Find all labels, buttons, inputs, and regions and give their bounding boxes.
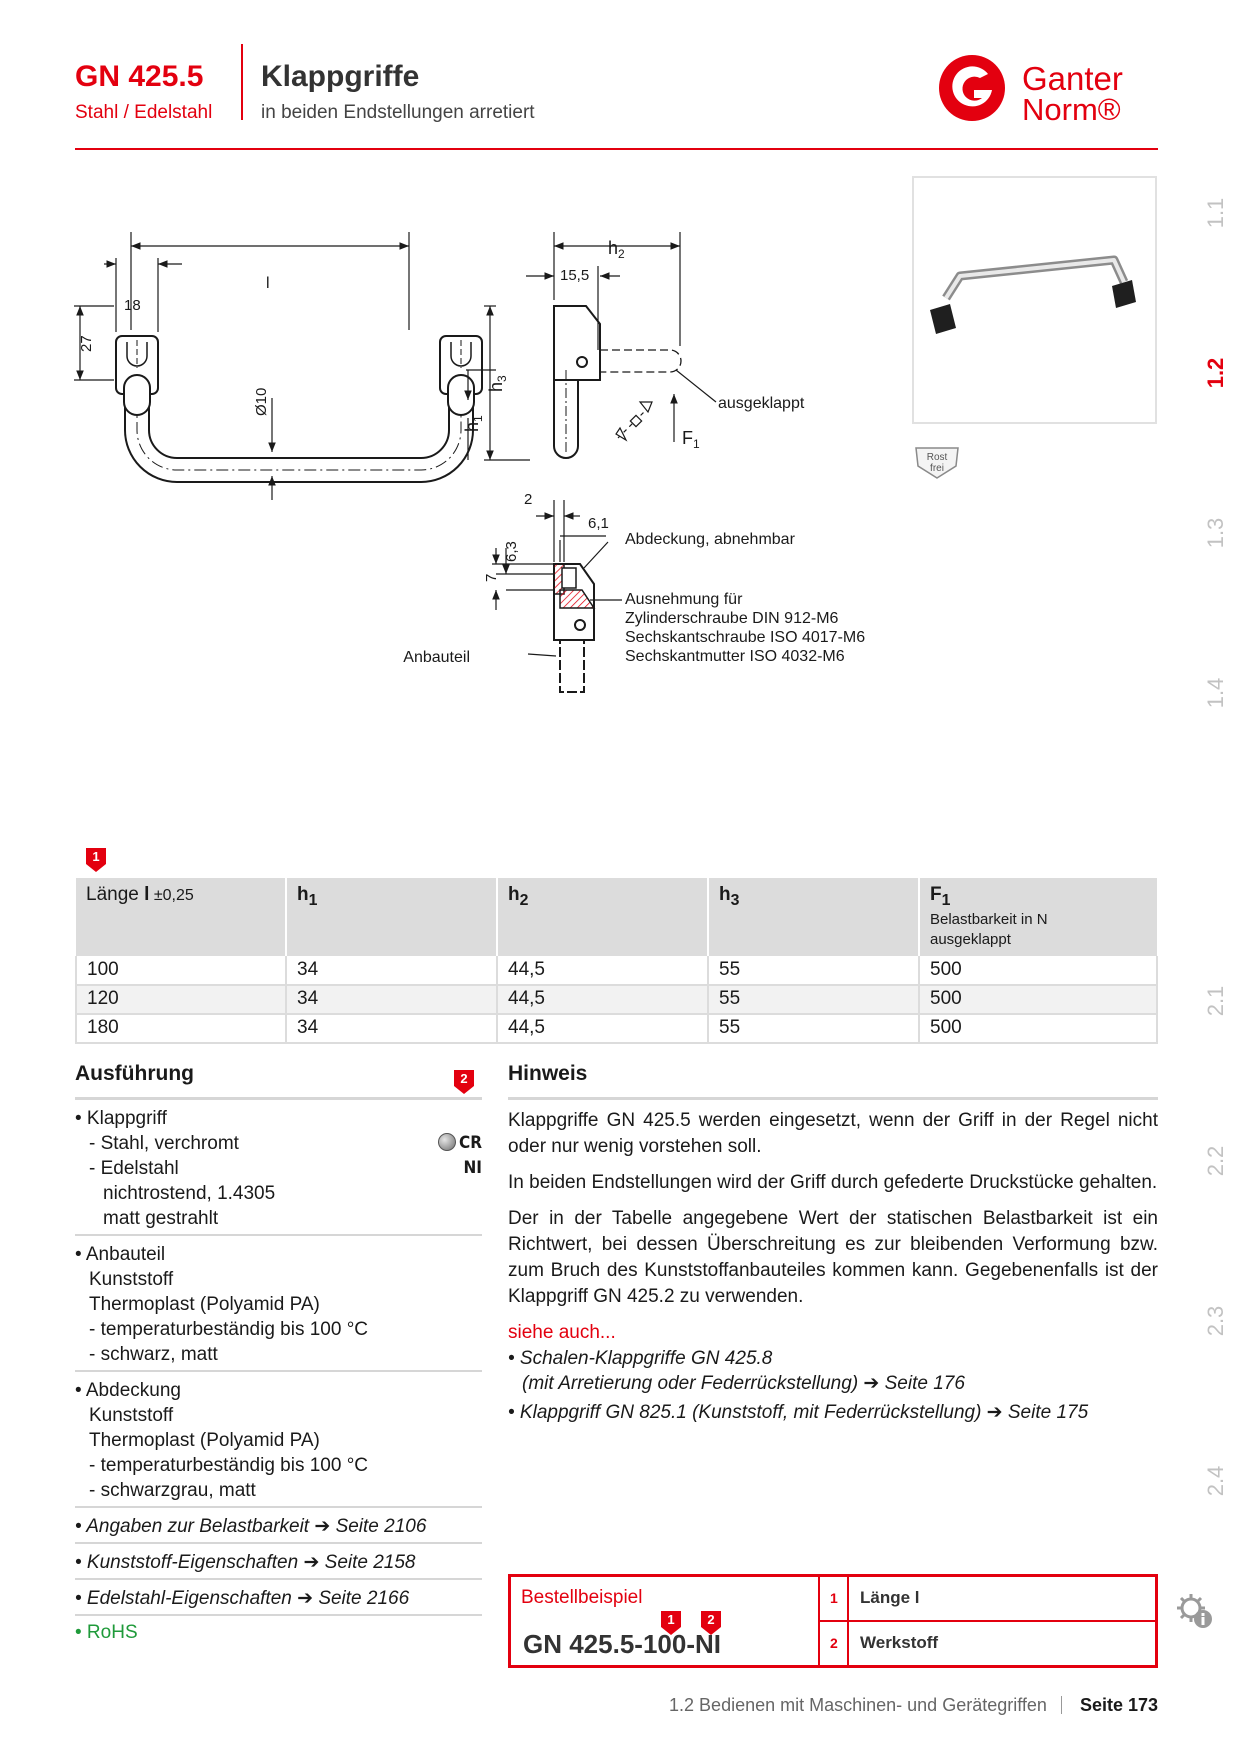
rostfrei-badge-icon <box>912 444 962 480</box>
footer-separator <box>1061 1696 1062 1714</box>
dim-18: 18 <box>124 297 141 314</box>
side-tab-2-3[interactable]: 2.3 <box>1203 1305 1228 1337</box>
detail-view <box>554 564 594 692</box>
cell-h3: 55 <box>708 956 919 985</box>
cell-h1: 34 <box>286 985 497 1014</box>
dim-7: 7 <box>483 573 500 582</box>
order-example-box <box>508 1574 1158 1668</box>
label-sechskantschraube: Sechskantschraube ISO 4017-M6 <box>625 629 866 646</box>
product-photo <box>912 176 1157 424</box>
link-edelstahl[interactable]: • Edelstahl-Eigenschaften ➔ Seite 2166 <box>75 1580 482 1616</box>
exec-item: matt gestrahlt <box>103 1208 219 1229</box>
cell-h3: 55 <box>708 985 919 1014</box>
frei-text: frei <box>930 463 944 474</box>
exec-item: • Klappgriff <box>75 1108 167 1129</box>
cell-f1: 500 <box>919 956 1157 985</box>
exec-item: • Abdeckung <box>75 1380 181 1401</box>
dim-h1: $h_1$ <box>462 415 485 432</box>
exec-item: - temperaturbeständig bis 100 °C <box>89 1455 369 1476</box>
cell-length: 180 <box>76 1014 286 1043</box>
side-tab-1-4[interactable]: 1.4 <box>1203 677 1228 709</box>
exec-item: - schwarz, matt <box>89 1344 218 1365</box>
rohs-label: • RoHS <box>75 1622 138 1643</box>
product-code: GN 425.5 <box>75 60 204 93</box>
table-row <box>76 985 1157 1014</box>
hinweis-paragraph-2: In beiden Endstellungen wird der Griff durch gefederte Druckstücke gehalten. <box>508 1172 1158 1193</box>
chrome-swatch-icon <box>438 1133 456 1151</box>
hinweis-paragraph-1: Klappgriffe GN 425.5 werden eingesetzt, wenn der Griff in der Regel nicht oder nur wenig vorstehen soll. <box>508 1110 1158 1157</box>
exec-group-klappgriff <box>75 1100 482 1236</box>
cell-length: 100 <box>76 956 286 985</box>
order-example-code: GN 425.5-100-NI <box>523 1629 721 1659</box>
settings-info-icon[interactable] <box>1174 1590 1214 1630</box>
exec-group-abdeckung <box>75 1372 482 1508</box>
cell-f1: 500 <box>919 1014 1157 1043</box>
exec-item: nichtrostend, 1.4305 <box>103 1183 276 1204</box>
order-example-title: Bestellbeispiel <box>521 1587 643 1608</box>
exec-item-edelstahl: - Edelstahl NI <box>89 1158 482 1179</box>
product-material: Stahl / Edelstahl <box>75 102 213 123</box>
code-ni: NI <box>463 1158 482 1178</box>
page-footer <box>75 1695 1158 1716</box>
order-marker-2: 2 <box>701 1611 721 1633</box>
hinweis-title: Hinweis <box>508 1062 1158 1100</box>
hinweis-section <box>508 1062 1158 1425</box>
folding-handle-image <box>914 178 1155 422</box>
header-rule <box>75 148 1158 150</box>
dim-f1: $F_1$ <box>682 428 700 451</box>
col-header-h3: $h_3$ <box>708 878 919 956</box>
dim-15-5: 15,5 <box>560 267 590 284</box>
logo-word-norm: Norm® <box>1022 92 1121 127</box>
link-belastbarkeit[interactable]: • Angaben zur Belastbarkeit ➔ Seite 2106 <box>75 1508 482 1544</box>
cell-length: 120 <box>76 985 286 1014</box>
ausfuehrung-section <box>75 1062 482 1644</box>
ausfuehrung-title: Ausführung 2 <box>75 1062 482 1100</box>
side-tab-1-2[interactable]: 1.2 <box>1203 357 1228 389</box>
side-tab-2-4[interactable]: 2.4 <box>1203 1465 1228 1497</box>
table-row <box>76 1014 1157 1043</box>
siehe-auch-label: siehe auch... <box>508 1322 616 1343</box>
cell-h3: 55 <box>708 1014 919 1043</box>
order-row-material: 2 Werkstoff <box>820 1622 1155 1665</box>
cell-h1: 34 <box>286 1014 497 1043</box>
label-anbauteil: Anbauteil <box>403 649 470 666</box>
dimensions-table <box>75 878 1158 1044</box>
ref-klappgriff-gn825[interactable]: • Klappgriff GN 825.1 (Kunststoff, mit Federrückstellung) ➔ Seite 175 <box>508 1402 1089 1423</box>
cell-h2: 44,5 <box>497 956 708 985</box>
front-view <box>116 336 482 470</box>
order-marker-1: 1 <box>661 1611 681 1633</box>
ref-schalen-klappgriffe[interactable]: • Schalen-Klappgriffe GN 425.8 (mit Arretierung oder Federrückstellung) ➔ Seite 176 <box>508 1348 965 1394</box>
footer-page-number: Seite 173 <box>1079 1695 1158 1715</box>
side-tab-2-2[interactable]: 2.2 <box>1203 1145 1228 1177</box>
label-zylinderschraube: Zylinderschraube DIN 912-M6 <box>625 610 839 627</box>
table-header-row <box>76 878 1157 956</box>
dim-h3: $h_3$ <box>486 375 509 392</box>
link-kunststoff[interactable]: • Kunststoff-Eigenschaften ➔ Seite 2158 <box>75 1544 482 1580</box>
table-row <box>76 956 1157 985</box>
dim-6-1: 6,1 <box>588 515 609 532</box>
footer-chapter: 1.2 Bedienen mit Maschinen- und Gerätegriffen <box>669 1695 1047 1715</box>
page-header <box>75 44 1158 149</box>
cell-f1: 500 <box>919 985 1157 1014</box>
exec-item: - schwarzgrau, matt <box>89 1480 256 1501</box>
dim-2: 2 <box>524 491 533 508</box>
dim-h2: $h_2$ <box>608 238 625 261</box>
label-ausnehmung: Ausnehmung für <box>625 591 743 608</box>
ganter-norm-logo <box>936 52 1158 127</box>
cell-h2: 44,5 <box>497 1014 708 1043</box>
dim-diameter-10: Ø10 <box>253 387 270 416</box>
label-ausgeklappt: ausgeklappt <box>718 395 805 412</box>
page-title: Klappgriffe <box>261 60 420 93</box>
exec-item: • Anbauteil <box>75 1244 166 1265</box>
exec-item: Thermoplast (Polyamid PA) <box>89 1294 320 1315</box>
rost-text: Rost <box>926 452 948 463</box>
side-tab-2-1[interactable]: 2.1 <box>1203 985 1228 1017</box>
marker-2-badge: 2 <box>454 1070 474 1092</box>
dim-6-3: 6,3 <box>503 541 520 562</box>
ganter-logo-icon <box>936 52 1008 124</box>
cell-h1: 34 <box>286 956 497 985</box>
col-header-h1: $h_1$ <box>286 878 497 956</box>
hinweis-paragraph-3: Der in der Tabelle angegebene Wert der statischen Belastbarkeit ist ein Richtwert, bei dessen Überschreitung es zur bleibenden Verformung bzw. zum Bruch des Kunststoffanbauteiles kommen kann. Gegebenenfalls ist der Klappgriff GN 425.2 zu verwenden. <box>508 1208 1158 1307</box>
col-header-h2: $h_2$ <box>497 878 708 956</box>
col-header-length: Länge l ±0,25 <box>76 878 286 956</box>
exec-item: Kunststoff <box>89 1405 174 1426</box>
technical-drawing <box>60 170 960 770</box>
dim-27: 27 <box>78 335 95 352</box>
chapter-side-tabs <box>1196 170 1236 1520</box>
page-subtitle: in beiden Endstellungen arretiert <box>261 102 535 123</box>
dim-l: l <box>266 275 270 292</box>
label-abdeckung: Abdeckung, abnehmbar <box>625 531 795 548</box>
exec-item: - temperaturbeständig bis 100 °C <box>89 1319 369 1340</box>
side-tab-1-3[interactable]: 1.3 <box>1203 517 1228 549</box>
order-row-length: 1 Länge l <box>820 1577 1155 1620</box>
col-header-f1: $F_1$ Belastbarkeit in N ausgeklappt <box>919 878 1157 956</box>
header-divider <box>241 44 243 120</box>
logo-word-ganter: Ganter <box>1022 60 1123 97</box>
exec-item: Kunststoff <box>89 1269 174 1290</box>
code-cr: CR <box>438 1131 482 1156</box>
exec-item: Thermoplast (Polyamid PA) <box>89 1430 320 1451</box>
cell-h2: 44,5 <box>497 985 708 1014</box>
label-sechskantmutter: Sechskantmutter ISO 4032-M6 <box>625 648 845 665</box>
marker-1-badge: 1 <box>86 848 106 870</box>
exec-group-anbauteil <box>75 1236 482 1372</box>
exec-item-stahl: - Stahl, verchromt CR <box>89 1133 482 1154</box>
side-tab-1-1[interactable]: 1.1 <box>1203 197 1228 229</box>
